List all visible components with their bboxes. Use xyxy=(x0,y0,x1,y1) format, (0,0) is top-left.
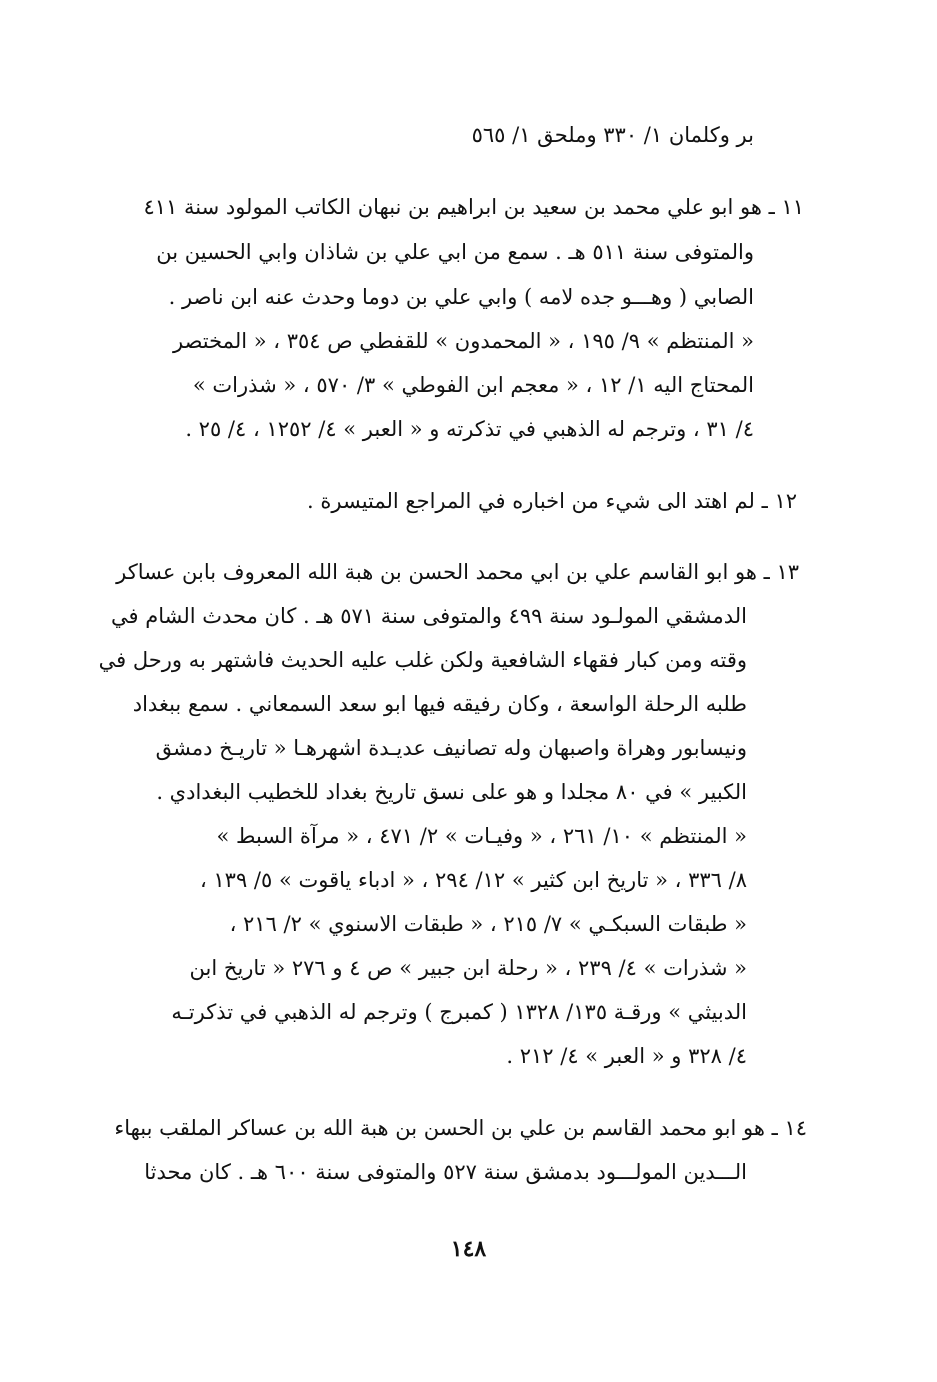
entry-line: والمتوفى سنة ٥١١ هـ . سمع من ابي علي بن شاذان وابي الحسين بن xyxy=(156,240,754,264)
entry-line: ١٤ ـ هو ابو محمد القاسم بن علي بن الحسن بن هبة الله بن عساكر الملقب ببهاء xyxy=(114,1116,807,1140)
entry-line: الكبير » في ٨٠ مجلدا و هو على نسق تاريخ بغداد للخطيب البغدادي . xyxy=(156,780,747,804)
entry-line: طلبه الرحلة الواسعة ، وكان رفيقه فيها ابو سعد السمعاني . سمع ببغداد xyxy=(132,692,747,716)
entry-line: المحتاج اليه ١/ ١٢ ، « معجم ابن الفوطي » ٣/ ٥٧٠ ، « شذرات » xyxy=(192,373,754,397)
entry-line: « طبقات السبكـي » ٧/ ٢١٥ ، « طبقات الاسنوي » ٢/ ٢١٦ ، xyxy=(229,912,747,936)
entry-line: الدمشقي المولـود سنة ٤٩٩ والمتوفى سنة ٥٧١ هـ . كان محدث الشام في xyxy=(111,604,747,628)
entry-line: ١١ ـ هو ابو علي محمد بن سعيد بن ابراهيم بن نبهان الكاتب المولود سنة ٤١١ xyxy=(143,195,804,219)
entry-line: ١٢ ـ لم اهتد الى شيء من اخباره في المراجع المتيسرة . xyxy=(307,489,797,513)
header-line: بر وكلمان ١/ ٣٣٠ وملحق ١/ ٥٦٥ xyxy=(471,123,754,147)
entry-line: الصابي ( وهـــو جده لامه ) وابي علي بن دوما وحدث عنه ابن ناصر . xyxy=(168,285,754,309)
entry-line: الـــدين المولـــود بدمشق سنة ٥٢٧ والمتوفى سنة ٦٠٠ هـ . كان محدثا xyxy=(144,1160,747,1184)
entry-line: ١٣ ـ هو ابو القاسم علي بن ابي محمد الحسن بن هبة الله المعروف بابن عساكر xyxy=(116,560,799,584)
entry-line: ٤/ ٣١ ، وترجم له الذهبي في تذكرته و « العبر » ٤/ ١٢٥٢ ، ٤/ ٢٥ . xyxy=(185,417,754,441)
entry-line: « شذرات » ٤/ ٢٣٩ ، « رحلة ابن جبير » ص ٤ و ٢٧٦ « تاريخ ابن xyxy=(189,956,747,980)
entry-line: ٨/ ٣٣٦ ، « تاريخ ابن كثير » ١٢/ ٢٩٤ ، « ادباء ياقوت » ٥/ ١٣٩ ، xyxy=(199,868,747,892)
entry-line: ٤/ ٣٢٨ و « العبر » ٤/ ٢١٢ . xyxy=(506,1044,747,1068)
entry-line: وقته ومن كبار فقهاء الشافعية ولكن غلب عليه الحديث فاشتهر به ورحل في xyxy=(98,648,747,672)
entry-line: ونيسابور وهراة واصبهان وله تصانيف عديـدة اشهرهـا « تاريـخ دمشق xyxy=(155,736,747,760)
entry-line: الدبيثي » ورقـة ١٣٥/ ١٣٢٨ ( كمبرج ) وترجم له الذهبي في تذكرتـه xyxy=(171,1000,747,1024)
entry-line: « المنتظم » ١٠/ ٢٦١ ، « وفيـات » ٢/ ٤٧١ ، « مرآة السبط » xyxy=(216,824,747,848)
page-number: ١٤٨ xyxy=(450,1236,487,1262)
entry-line: « المنتظم » ٩/ ١٩٥ ، « المحمدون » للقفطي ص ٣٥٤ ، « المختصر xyxy=(172,329,754,353)
